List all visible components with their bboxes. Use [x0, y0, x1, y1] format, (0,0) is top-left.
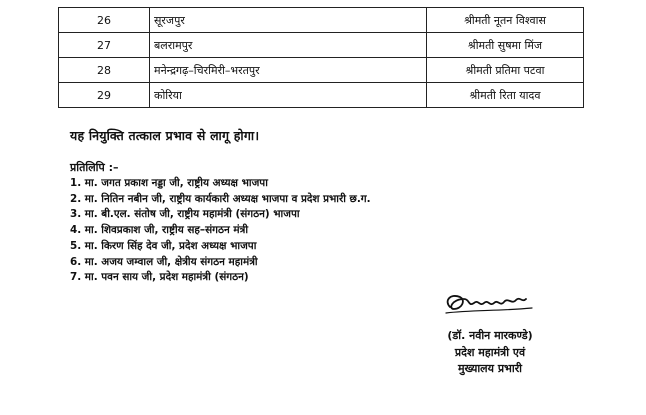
signatory-designation: प्रदेश महामंत्री एवं	[454, 345, 526, 359]
district-name: मनेन्द्रगढ़–चिरमिरी–भरतपुर	[150, 58, 427, 83]
row-number: 26	[59, 8, 150, 33]
copy-to-list	[70, 176, 371, 286]
district-name: सूरजपुर	[150, 8, 427, 33]
table-row	[59, 58, 584, 83]
signatory-office: मुख्यालय प्रभारी	[457, 362, 523, 375]
district-name: कोरिया	[150, 83, 427, 108]
list-item: 1. मा. जगत प्रकाश नड्डा जी, राष्ट्रीय अध्यक्ष भाजपा	[70, 177, 268, 189]
table-row	[59, 8, 584, 33]
handwritten-signature	[440, 287, 540, 317]
list-item: 5. मा. किरण सिंह देव जी, प्रदेश अध्यक्ष भाजपा	[70, 239, 257, 252]
copy-to-heading: प्रतिलिपि :–	[70, 161, 119, 174]
list-item: 4. मा. शिवप्रकाश जी, राष्ट्रीय सह–संगठन मंत्री	[70, 224, 249, 237]
table-row	[59, 83, 584, 108]
list-item: 7. मा. पवन साय जी, प्रदेश महामंत्री (संगठन)	[70, 271, 249, 284]
row-number: 29	[59, 83, 150, 108]
signatory-block	[430, 328, 550, 378]
district-appointments-table	[58, 7, 584, 108]
signatory-name: (डॉ. नवीन मारकण्डे)	[447, 329, 533, 342]
appointee-name: श्रीमती सुषमा मिंज	[427, 33, 584, 58]
list-item: 6. मा. अजय जम्वाल जी, क्षेत्रीय संगठन महामंत्री	[70, 255, 258, 268]
district-name: बलरामपुर	[150, 33, 427, 58]
appointee-name: श्रीमती रिता यादव	[427, 83, 584, 108]
effect-note: यह नियुक्ति तत्काल प्रभाव से लागू होगा।	[70, 128, 260, 143]
list-item: 2. मा. नितिन नबीन जी, राष्ट्रीय कार्यकारी अध्यक्ष भाजपा व प्रदेश प्रभारी छ.ग.	[70, 192, 371, 205]
row-number: 28	[59, 58, 150, 83]
table-row	[59, 33, 584, 58]
appointee-name: श्रीमती नूतन विश्वास	[427, 8, 584, 33]
appointee-name: श्रीमती प्रतिमा पटवा	[427, 58, 584, 83]
row-number: 27	[59, 33, 150, 58]
list-item: 3. मा. बी.एल. संतोष जी, राष्ट्रीय महामंत्री (संगठन) भाजपा	[70, 208, 300, 221]
